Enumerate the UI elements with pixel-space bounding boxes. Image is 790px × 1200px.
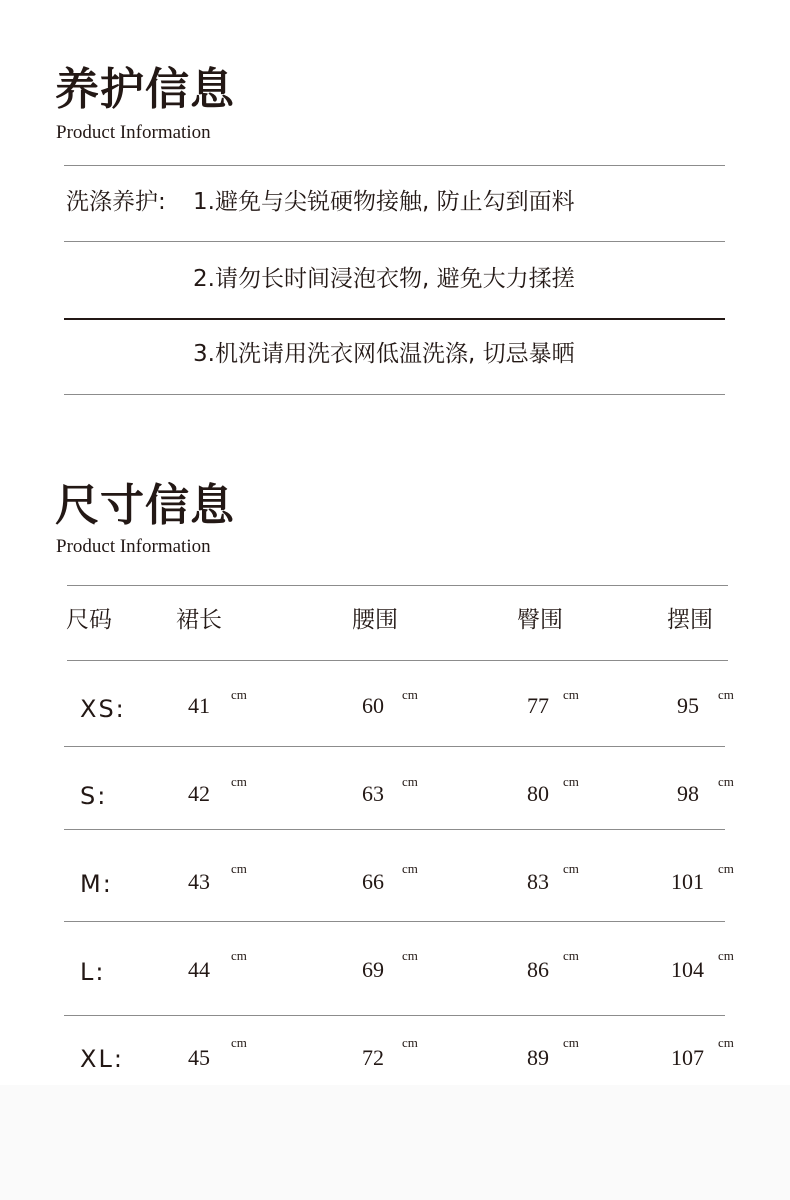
header-skirt-length: 裙长 [176,607,222,633]
size-subtitle: Product Information [56,536,211,557]
unit-label: cm [718,948,734,963]
unit-label: cm [718,774,734,789]
divider [64,165,725,166]
cell-waist: 63 [362,781,384,806]
cell-hem: 101 [671,869,704,894]
unit-label: cm [563,774,579,789]
unit-label: cm [231,948,247,963]
cell-skirt-length: 44 [188,957,210,982]
cell-skirt-length: 43 [188,869,210,894]
cell-waist: 72 [362,1045,384,1070]
header-size: 尺码 [66,607,112,633]
divider [64,394,725,395]
unit-label: cm [718,861,734,876]
cell-waist: 69 [362,957,384,982]
cell-hem: 95 [677,693,699,718]
unit-label: cm [231,687,247,702]
unit-label: cm [402,948,418,963]
header-hip: 臀围 [517,607,563,633]
cell-hip: 83 [527,869,549,894]
care-subtitle: Product Information [56,122,211,143]
cell-skirt-length: 42 [188,781,210,806]
cell-hip: 89 [527,1045,549,1070]
cell-hem: 104 [671,957,704,982]
unit-label: cm [402,1035,418,1050]
care-item-2: 2.请勿长时间浸泡衣物, 避免大力揉搓 [193,266,575,292]
unit-label: cm [718,1035,734,1050]
care-label: 洗涤养护: [66,189,166,215]
divider [64,921,725,922]
cell-waist: 60 [362,693,384,718]
unit-label: cm [231,861,247,876]
size-label-m: M: [80,870,113,898]
cell-waist: 66 [362,869,384,894]
divider [67,660,728,661]
divider [64,829,725,830]
divider [64,746,725,747]
unit-label: cm [402,687,418,702]
size-label-s: S: [80,782,108,810]
divider [67,585,728,586]
unit-label: cm [402,861,418,876]
unit-label: cm [563,861,579,876]
header-hem: 摆围 [667,607,713,633]
cell-hip: 80 [527,781,549,806]
unit-label: cm [402,774,418,789]
care-item-3: 3.机洗请用洗衣网低温洗涤, 切忌暴晒 [193,341,575,367]
cell-hem: 98 [677,781,699,806]
unit-label: cm [563,687,579,702]
cell-skirt-length: 45 [188,1045,210,1070]
size-label-xl: XL: [80,1045,124,1073]
size-title: 尺寸信息 [55,480,235,531]
header-waist: 腰围 [352,607,398,633]
care-item-1: 1.避免与尖锐硬物接触, 防止勾到面料 [193,189,575,215]
unit-label: cm [231,774,247,789]
divider [64,241,725,242]
size-label-l: L: [80,958,106,986]
care-title: 养护信息 [55,64,235,115]
cell-hip: 77 [527,693,549,718]
cell-hip: 86 [527,957,549,982]
unit-label: cm [563,1035,579,1050]
cell-skirt-length: 41 [188,693,210,718]
unit-label: cm [563,948,579,963]
cell-hem: 107 [671,1045,704,1070]
page-bottom-margin [0,1085,790,1200]
unit-label: cm [718,687,734,702]
unit-label: cm [231,1035,247,1050]
divider [64,1015,725,1016]
size-label-xs: XS: [80,695,126,723]
divider [64,318,725,320]
